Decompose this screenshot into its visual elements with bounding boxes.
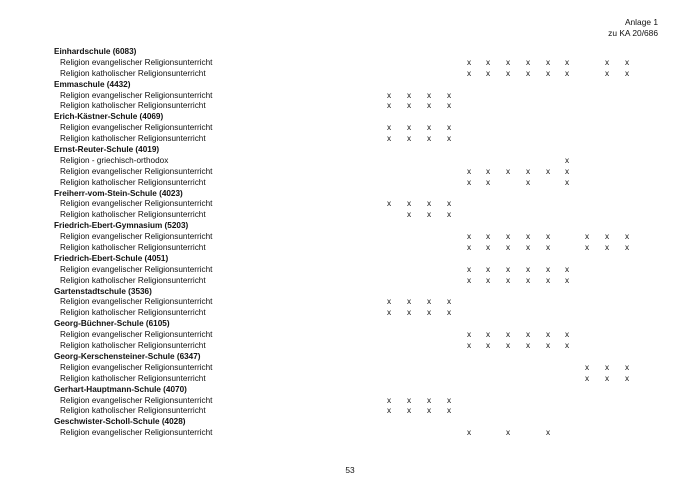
subject-label: Religion katholischer Religionsunterricht: [60, 243, 206, 253]
availability-mark: x: [386, 308, 392, 318]
availability-mark: x: [624, 57, 630, 67]
availability-mark: x: [406, 123, 412, 133]
subject-label: Religion katholischer Religionsunterricht: [60, 406, 206, 416]
subject-label: Religion evangelischer Religionsunterricht: [60, 264, 213, 274]
availability-mark: x: [406, 308, 412, 318]
subject-row: [54, 374, 664, 385]
availability-mark: x: [505, 57, 511, 67]
subject-label: Religion katholischer Religionsunterricht: [60, 101, 206, 111]
availability-mark: x: [505, 264, 511, 274]
availability-mark: x: [406, 199, 412, 209]
subject-label: Religion katholischer Religionsunterricht: [60, 341, 206, 351]
availability-mark: x: [466, 341, 472, 351]
subject-label: Religion katholischer Religionsunterricht: [60, 373, 206, 383]
availability-mark: x: [505, 166, 511, 176]
availability-mark: x: [485, 232, 491, 242]
availability-mark: x: [386, 395, 392, 405]
school-heading-row: [54, 189, 664, 200]
availability-mark: x: [485, 341, 491, 351]
availability-mark: x: [545, 428, 551, 438]
school-name: Geschwister-Scholl-Schule (4028): [54, 417, 186, 427]
subject-label: Religion katholischer Religionsunterricht: [60, 210, 206, 220]
availability-mark: x: [446, 101, 452, 111]
availability-mark: x: [466, 264, 472, 274]
availability-mark: x: [564, 155, 570, 165]
availability-mark: x: [426, 308, 432, 318]
availability-mark: x: [545, 243, 551, 253]
subject-row: [54, 428, 664, 439]
availability-mark: x: [584, 373, 590, 383]
availability-mark: x: [466, 243, 472, 253]
availability-mark: x: [446, 123, 452, 133]
school-heading-row: [54, 47, 664, 58]
availability-mark: x: [564, 330, 570, 340]
subject-row: [54, 276, 664, 287]
availability-mark: x: [505, 243, 511, 253]
availability-mark: x: [406, 90, 412, 100]
school-name: Emmaschule (4432): [54, 79, 131, 89]
availability-mark: x: [525, 166, 531, 176]
annex-reference: [608, 17, 658, 39]
subject-label: Religion katholischer Religionsunterricht: [60, 275, 206, 285]
availability-mark: x: [525, 57, 531, 67]
availability-mark: x: [564, 264, 570, 274]
subject-row: [54, 69, 664, 80]
availability-mark: x: [446, 210, 452, 220]
availability-mark: x: [466, 57, 472, 67]
availability-mark: x: [466, 330, 472, 340]
availability-mark: x: [406, 395, 412, 405]
school-heading-row: [54, 352, 664, 363]
availability-mark: x: [485, 68, 491, 78]
school-heading-row: [54, 221, 664, 232]
availability-mark: x: [505, 428, 511, 438]
subject-label: Religion evangelischer Religionsunterricht: [60, 90, 213, 100]
availability-mark: x: [485, 264, 491, 274]
availability-mark: x: [624, 68, 630, 78]
subject-row: [54, 308, 664, 319]
subject-label: Religion evangelischer Religionsunterricht: [60, 123, 213, 133]
availability-mark: x: [525, 243, 531, 253]
subject-label: Religion evangelischer Religionsunterricht: [60, 57, 213, 67]
school-name: Gartenstadtschule (3536): [54, 286, 152, 296]
availability-mark: x: [406, 406, 412, 416]
availability-mark: x: [624, 232, 630, 242]
availability-mark: x: [505, 330, 511, 340]
subject-label: Religion - griechisch-orthodox: [60, 155, 169, 165]
availability-mark: x: [446, 395, 452, 405]
availability-mark: x: [466, 428, 472, 438]
subject-label: Religion evangelischer Religionsunterricht: [60, 232, 213, 242]
subject-label: Religion katholischer Religionsunterricht: [60, 134, 206, 144]
school-heading-row: [54, 112, 664, 123]
availability-mark: x: [545, 232, 551, 242]
availability-mark: x: [505, 232, 511, 242]
availability-mark: x: [525, 232, 531, 242]
annex-document-ref: zu KA 20/686: [608, 28, 658, 38]
availability-mark: x: [485, 275, 491, 285]
subject-label: Religion evangelischer Religionsunterricht: [60, 330, 213, 340]
availability-mark: x: [386, 90, 392, 100]
availability-mark: x: [446, 308, 452, 318]
availability-mark: x: [485, 177, 491, 187]
availability-mark: x: [426, 123, 432, 133]
availability-mark: x: [564, 341, 570, 351]
availability-mark: x: [406, 134, 412, 144]
availability-mark: x: [564, 275, 570, 285]
availability-mark: x: [386, 297, 392, 307]
availability-mark: x: [446, 297, 452, 307]
subject-row: [54, 210, 664, 221]
availability-mark: x: [545, 57, 551, 67]
availability-mark: x: [485, 243, 491, 253]
availability-mark: x: [525, 177, 531, 187]
subject-row: [54, 91, 664, 102]
availability-mark: x: [525, 68, 531, 78]
availability-mark: x: [525, 330, 531, 340]
subject-row: [54, 297, 664, 308]
availability-mark: x: [505, 275, 511, 285]
subject-row: [54, 243, 664, 254]
subject-row: [54, 265, 664, 276]
school-heading-row: [54, 385, 664, 396]
availability-mark: x: [604, 68, 610, 78]
availability-mark: x: [505, 341, 511, 351]
availability-mark: x: [525, 264, 531, 274]
school-name: Ernst-Reuter-Schule (4019): [54, 145, 160, 155]
subject-row: [54, 178, 664, 189]
school-religion-table: [54, 47, 664, 439]
availability-mark: x: [426, 90, 432, 100]
subject-label: Religion evangelischer Religionsunterricht: [60, 428, 213, 438]
availability-mark: x: [584, 232, 590, 242]
availability-mark: x: [545, 68, 551, 78]
school-heading-row: [54, 287, 664, 298]
availability-mark: x: [624, 243, 630, 253]
availability-mark: x: [485, 57, 491, 67]
school-name: Georg-Büchner-Schule (6105): [54, 319, 170, 329]
availability-mark: x: [386, 199, 392, 209]
subject-row: [54, 396, 664, 407]
availability-mark: x: [386, 101, 392, 111]
subject-row: [54, 363, 664, 374]
subject-row: [54, 123, 664, 134]
availability-mark: x: [604, 243, 610, 253]
availability-mark: x: [624, 373, 630, 383]
availability-mark: x: [446, 90, 452, 100]
availability-mark: x: [386, 123, 392, 133]
school-name: Erich-Kästner-Schule (4069): [54, 112, 164, 122]
availability-mark: x: [525, 275, 531, 285]
availability-mark: x: [604, 362, 610, 372]
subject-row: [54, 330, 664, 341]
availability-mark: x: [466, 232, 472, 242]
subject-label: Religion evangelischer Religionsunterricht: [60, 199, 213, 209]
subject-row: [54, 167, 664, 178]
school-heading-row: [54, 319, 664, 330]
school-heading-row: [54, 254, 664, 265]
availability-mark: x: [564, 166, 570, 176]
availability-mark: x: [386, 134, 392, 144]
availability-mark: x: [525, 341, 531, 351]
subject-label: Religion katholischer Religionsunterricht: [60, 308, 206, 318]
availability-mark: x: [386, 406, 392, 416]
availability-mark: x: [466, 177, 472, 187]
availability-mark: x: [466, 68, 472, 78]
subject-row: [54, 232, 664, 243]
availability-mark: x: [426, 406, 432, 416]
school-heading-row: [54, 417, 664, 428]
availability-mark: x: [545, 264, 551, 274]
subject-label: Religion evangelischer Religionsunterricht: [60, 362, 213, 372]
availability-mark: x: [604, 232, 610, 242]
availability-mark: x: [604, 373, 610, 383]
availability-mark: x: [426, 297, 432, 307]
availability-mark: x: [426, 134, 432, 144]
availability-mark: x: [624, 362, 630, 372]
subject-row: [54, 406, 664, 417]
school-name: Georg-Kerschensteiner-Schule (6347): [54, 351, 201, 361]
availability-mark: x: [604, 57, 610, 67]
availability-mark: x: [466, 166, 472, 176]
availability-mark: x: [584, 243, 590, 253]
availability-mark: x: [446, 199, 452, 209]
availability-mark: x: [466, 275, 472, 285]
subject-label: Religion katholischer Religionsunterricht: [60, 68, 206, 78]
availability-mark: x: [564, 57, 570, 67]
availability-mark: x: [564, 68, 570, 78]
school-name: Gerhart-Hauptmann-Schule (4070): [54, 384, 187, 394]
school-heading-row: [54, 145, 664, 156]
school-name: Friedrich-Ebert-Gymnasium (5203): [54, 221, 189, 231]
subject-row: [54, 156, 664, 167]
availability-mark: x: [545, 166, 551, 176]
subject-label: Religion evangelischer Religionsunterricht: [60, 395, 213, 405]
page-number: 53: [345, 465, 355, 475]
availability-mark: x: [545, 330, 551, 340]
availability-mark: x: [406, 210, 412, 220]
school-name: Freiherr-vom-Stein-Schule (4023): [54, 188, 183, 198]
availability-mark: x: [406, 101, 412, 111]
school-heading-row: [54, 80, 664, 91]
availability-mark: x: [584, 362, 590, 372]
subject-label: Religion evangelischer Religionsunterricht: [60, 166, 213, 176]
availability-mark: x: [426, 199, 432, 209]
availability-mark: x: [485, 330, 491, 340]
subject-row: [54, 134, 664, 145]
availability-mark: x: [545, 275, 551, 285]
subject-label: Religion evangelischer Religionsunterricht: [60, 297, 213, 307]
availability-mark: x: [505, 68, 511, 78]
availability-mark: x: [426, 101, 432, 111]
availability-mark: x: [406, 297, 412, 307]
subject-row: [54, 58, 664, 69]
subject-row: [54, 341, 664, 352]
availability-mark: x: [564, 177, 570, 187]
availability-mark: x: [446, 406, 452, 416]
annex-title: Anlage 1: [624, 17, 658, 27]
subject-row: [54, 199, 664, 210]
school-name: Einhardschule (6083): [54, 47, 137, 56]
subject-row: [54, 101, 664, 112]
availability-mark: x: [426, 395, 432, 405]
availability-mark: x: [545, 341, 551, 351]
availability-mark: x: [485, 166, 491, 176]
subject-label: Religion katholischer Religionsunterricht: [60, 177, 206, 187]
school-name: Friedrich-Ebert-Schule (4051): [54, 253, 169, 263]
availability-mark: x: [446, 134, 452, 144]
availability-mark: x: [426, 210, 432, 220]
